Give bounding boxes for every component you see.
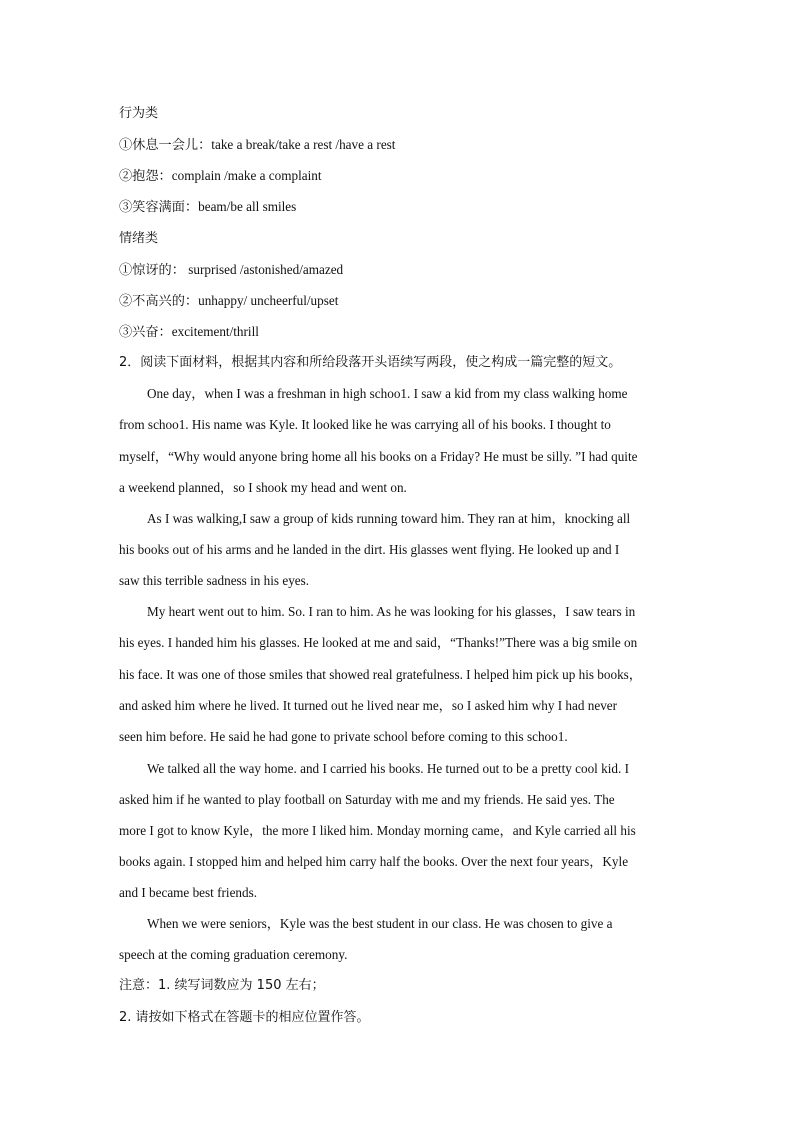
- passage-line: and asked him where he lived. It turned out he lived near me，so I asked him why I had never: [119, 698, 618, 713]
- passage-line: his face. It was one of those smiles that showed real gratefulness. I helped him pick up his books，: [119, 667, 642, 682]
- passage-line: myself，“Why would anyone bring home all his books on a Friday? He must be silly. ”I had quite: [119, 449, 638, 464]
- passage-line: One day，when I was a freshman in high schoo1. I saw a kid from my class walking home: [147, 386, 628, 401]
- passage-line: from schoo1. His name was Kyle. It looked like he was carrying all of his books. I thought to: [119, 417, 611, 432]
- passage-line: speech at the coming graduation ceremony.: [119, 947, 348, 962]
- vocab-item: ①惊讶的： surprised /astonished/amazed: [119, 262, 344, 277]
- vocab-item: ③兴奋：excitement/thrill: [119, 324, 259, 339]
- task-instruction: 2．阅读下面材料，根据其内容和所给段落开头语续写两段，使之构成一篇完整的短文。: [119, 355, 622, 370]
- passage-line: As I was walking,I saw a group of kids running toward him. They ran at him，knocking all: [147, 511, 631, 526]
- heading-behavior: 行为类: [119, 106, 159, 121]
- passage-line: We talked all the way home. and I carried his books. He turned out to be a pretty cool kid. I: [147, 761, 629, 776]
- vocab-item: ②不高兴的：unhappy/ uncheerful/upset: [119, 293, 339, 308]
- passage-line: seen him before. He said he had gone to private school before coming to this schoo1.: [119, 729, 568, 744]
- passage-line: My heart went out to him. So. I ran to him. As he was looking for his glasses，I saw tears in: [147, 604, 636, 619]
- vocab-item: ②抱怨：complain /make a complaint: [119, 168, 322, 183]
- note-format: 2. 请按如下格式在答题卡的相应位置作答。: [119, 1010, 370, 1025]
- passage-line: more I got to know Kyle，the more I liked him. Monday morning came，and Kyle carried all his: [119, 823, 636, 838]
- vocab-item: ①休息一会儿：take a break/take a rest /have a rest: [119, 137, 396, 152]
- vocab-item: ③笑容满面：beam/be all smiles: [119, 199, 297, 214]
- passage-line: saw this terrible sadness in his eyes.: [119, 573, 310, 588]
- passage-line: books again. I stopped him and helped him carry half the books. Over the next four years，Kyle: [119, 854, 629, 869]
- note-word-count: 注意：1. 续写词数应为 150 左右；: [119, 978, 325, 993]
- passage-line: When we were seniors，Kyle was the best student in our class. He was chosen to give a: [147, 916, 613, 931]
- passage-line: a weekend planned，so I shook my head and went on.: [119, 480, 407, 495]
- passage-line: and I became best friends.: [119, 885, 258, 900]
- passage-line: asked him if he wanted to play football on Saturday with me and my friends. He said yes. The: [119, 792, 615, 807]
- heading-emotion: 情绪类: [119, 231, 159, 246]
- passage-line: his books out of his arms and he landed in the dirt. His glasses went flying. He looked up and I: [119, 542, 620, 557]
- passage-line: his eyes. I handed him his glasses. He looked at me and said，“Thanks!”There was a big smile on: [119, 635, 638, 650]
